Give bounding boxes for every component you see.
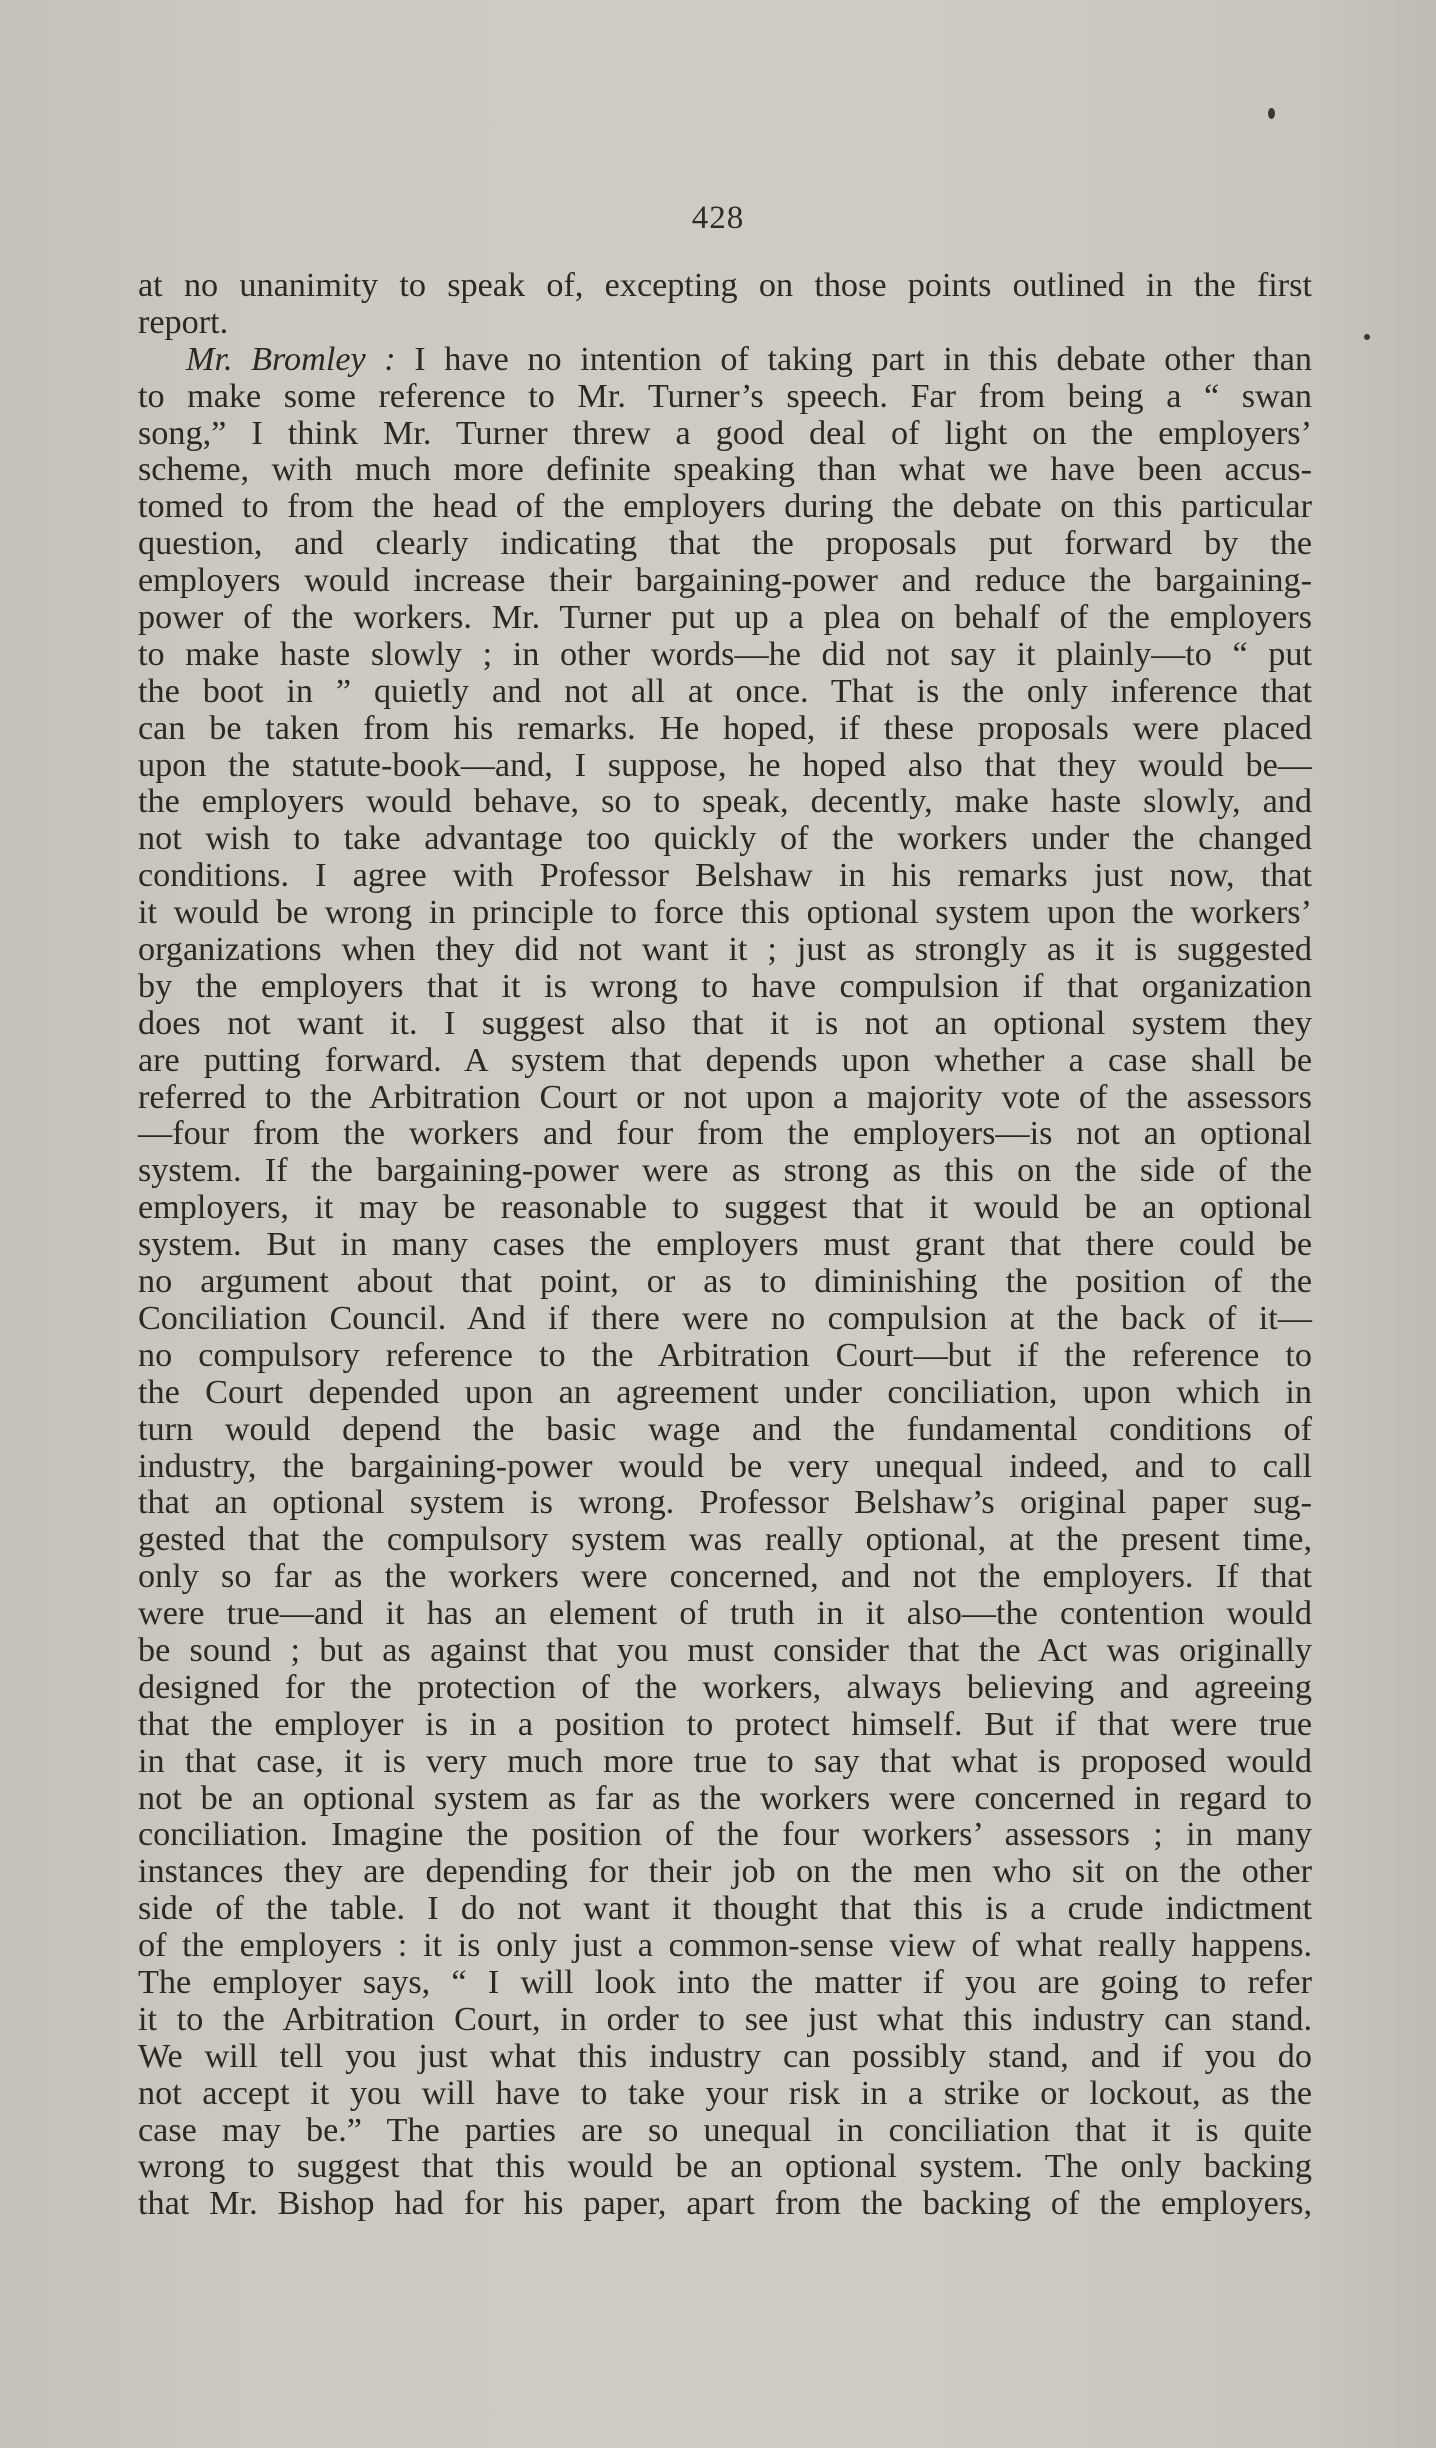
text-line: referred to the Arbitration Court or not upon a majority vote of the assessors — [138, 1078, 1312, 1116]
text-line: the boot in ” quietly and not all at once. That is the only inference that — [138, 672, 1312, 710]
text-line: that an optional system is wrong. Professor Belshaw’s original paper sug- — [138, 1484, 1312, 1522]
text-line: designed for the protection of the workers, always believing and agreeing — [138, 1668, 1312, 1706]
text-line: are putting forward. A system that depends upon whether a case shall be — [138, 1041, 1312, 1079]
text-line: case may be.” The parties are so unequal in conciliation that it is quite — [138, 2111, 1312, 2149]
ink-speck — [1268, 108, 1275, 119]
text-line: were true—and it has an element of truth in it also—the contention would — [138, 1595, 1312, 1633]
page-number: 428 — [691, 200, 745, 236]
text-line: at no unanimity to speak of, excepting on those points outlined in the first — [138, 267, 1312, 304]
text-line: wrong to suggest that this would be an optional system. The only backing — [138, 2148, 1312, 2186]
text-line: no compulsory reference to the Arbitration Court—but if the reference to — [138, 1336, 1312, 1374]
text-line: to make haste slowly ; in other words—he did not say it plainly—to “ put — [138, 635, 1312, 673]
text-line: in that case, it is very much more true to say that what is proposed would — [138, 1742, 1312, 1780]
text-line: power of the workers. Mr. Turner put up a plea on behalf of the employers — [138, 599, 1312, 637]
text-line: not wish to take advantage too quickly of the workers under the changed — [138, 820, 1312, 858]
text-line: instances they are depending for their job on the men who sit on the other — [138, 1853, 1312, 1891]
text-line: turn would depend the basic wage and the fundamental conditions of — [138, 1410, 1312, 1448]
text-line: employers, it may be reasonable to suggest that it would be an optional — [138, 1189, 1312, 1227]
text-line: system. If the bargaining-power were as strong as this on the side of the — [138, 1152, 1312, 1190]
text-line: the employers would behave, so to speak, decently, make haste slowly, and — [138, 783, 1312, 821]
text-line: system. But in many cases the employers must grant that there could be — [138, 1226, 1312, 1264]
text-line: can be taken from his remarks. He hoped, if these proposals were placed — [138, 709, 1312, 747]
text-line: We will tell you just what this industry can possibly stand, and if you do — [138, 2037, 1312, 2075]
text-line: by the employers that it is wrong to have compulsion if that organization — [138, 967, 1312, 1005]
text-line: gested that the compulsory system was really optional, at the present time, — [138, 1521, 1312, 1559]
text-line: —four from the workers and four from the employers—is not an optional — [138, 1115, 1312, 1153]
text-line: conciliation. Imagine the position of the four workers’ assessors ; in many — [138, 1816, 1312, 1854]
text-line: industry, the bargaining-power would be very unequal indeed, and to call — [138, 1447, 1312, 1485]
text-line: no argument about that point, or as to diminishing the position of the — [138, 1263, 1312, 1301]
text-line: that Mr. Bishop had for his paper, apart from the backing of the employers, — [138, 2185, 1312, 2223]
text-line: tomed to from the head of the employers during the debate on this particular — [138, 488, 1312, 526]
text-line: The employer says, “ I will look into the matter if you are going to refer — [138, 1963, 1312, 2001]
text-line: upon the statute-book—and, I suppose, he hoped also that they would be— — [138, 746, 1312, 784]
text-line: I have no intention of taking part in this debate other than — [414, 340, 1312, 378]
text-line: does not want it. I suggest also that it is not an optional system they — [138, 1004, 1312, 1042]
text-line: Conciliation Council. And if there were no compulsion at the back of it— — [138, 1299, 1312, 1337]
text-line: scheme, with much more definite speaking than what we have been accus- — [138, 451, 1312, 489]
text-line: only so far as the workers were concerned, and not the employers. If that — [138, 1558, 1312, 1596]
speaker-paragraph-start — [138, 342, 1312, 379]
text-line: employers would increase their bargaining-power and reduce the bargaining- — [138, 562, 1312, 600]
text-line: that the employer is in a position to protect himself. But if that were true — [138, 1705, 1312, 1743]
text-line: report. — [138, 303, 229, 341]
text-line: not accept it you will have to take your risk in a strike or lockout, as the — [138, 2074, 1312, 2112]
text-line: not be an optional system as far as the workers were concerned in regard to — [138, 1779, 1312, 1817]
text-line: conditions. I agree with Professor Belshaw in his remarks just now, that — [138, 857, 1312, 895]
text-line: it would be wrong in principle to force this optional system upon the workers’ — [138, 894, 1312, 932]
text-line: the Court depended upon an agreement under conciliation, upon which in — [138, 1373, 1312, 1411]
text-line: it to the Arbitration Court, in order to see just what this industry can stand. — [138, 2000, 1312, 2038]
text-line: question, and clearly indicating that the proposals put forward by the — [138, 525, 1312, 563]
text-line: organizations when they did not want it ; just as strongly as it is suggested — [138, 931, 1312, 969]
text-line: side of the table. I do not want it thought that this is a crude indictment — [138, 1890, 1312, 1928]
ink-speck — [1364, 334, 1370, 340]
text-line: of the employers : it is only just a common-sense view of what really happens. — [138, 1927, 1312, 1965]
speaker-name: Mr. Bromley : — [186, 340, 396, 378]
text-line: to make some reference to Mr. Turner’s speech. Far from being a “ swan — [138, 377, 1312, 415]
text-line: song,” I think Mr. Turner threw a good deal of light on the employers’ — [138, 414, 1312, 452]
body-text — [138, 268, 1312, 2223]
text-line: be sound ; but as against that you must consider that the Act was originally — [138, 1631, 1312, 1669]
